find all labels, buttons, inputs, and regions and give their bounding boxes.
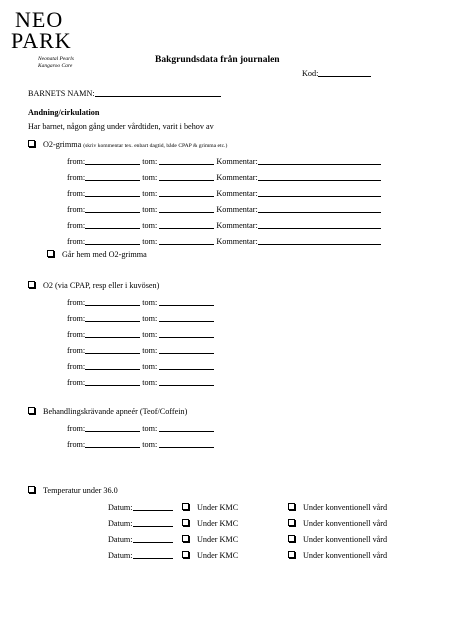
checkbox-icon[interactable] [182, 519, 189, 526]
from-label: from: [67, 205, 86, 214]
tom-line[interactable] [159, 330, 214, 338]
o2-grimma-home-item[interactable] [47, 250, 147, 259]
tom-line[interactable] [159, 298, 214, 306]
kommentar-line[interactable] [258, 205, 381, 213]
tom-label: tom: [142, 237, 158, 246]
tom-line[interactable] [159, 237, 214, 245]
temp-datum-field [108, 519, 173, 528]
o2-grimma-row [67, 205, 381, 214]
tom-label: tom: [142, 424, 158, 433]
tom-line[interactable] [159, 173, 214, 181]
tom-line[interactable] [159, 362, 214, 370]
o2-cpap-row [67, 378, 214, 387]
tom-label: tom: [142, 362, 158, 371]
from-line[interactable] [85, 157, 140, 165]
checkbox-icon[interactable] [28, 486, 35, 493]
o2-grimma-row [67, 157, 381, 166]
kommentar-label: Kommentar: [216, 173, 258, 182]
tom-line[interactable] [159, 378, 214, 386]
page-title: Bakgrundsdata från journalen [155, 55, 280, 65]
tom-label: tom: [142, 173, 158, 182]
from-label: from: [67, 346, 86, 355]
kod-field[interactable] [302, 69, 371, 78]
temp-datum-field [108, 535, 173, 544]
from-line[interactable] [85, 362, 140, 370]
from-line[interactable] [85, 205, 140, 213]
tom-line[interactable] [159, 346, 214, 354]
kmc-label: Under KMC [197, 535, 239, 544]
checkbox-icon[interactable] [182, 535, 189, 542]
kod-label: Kod: [302, 69, 319, 78]
datum-label: Datum: [108, 519, 133, 528]
checkbox-icon[interactable] [182, 551, 189, 558]
temp-konv-option[interactable] [288, 503, 387, 512]
kommentar-line[interactable] [258, 157, 381, 165]
konv-label: Under konventionell vård [303, 551, 388, 560]
checkbox-icon[interactable] [288, 519, 295, 526]
tom-label: tom: [142, 221, 158, 230]
apne-row [67, 424, 214, 433]
tom-label: tom: [142, 314, 158, 323]
child-name-underline [95, 89, 221, 97]
datum-label: Datum: [108, 535, 133, 544]
kmc-label: Under KMC [197, 551, 239, 560]
datum-line[interactable] [133, 519, 173, 527]
temp-kmc-option[interactable] [182, 535, 238, 544]
kommentar-line[interactable] [258, 189, 381, 197]
o2-grimma-note: (skriv kommentar tex. enbart dagtid, både CPAP & grimma etc.) [83, 143, 228, 149]
datum-label: Datum: [108, 551, 133, 560]
checkbox-icon[interactable] [288, 503, 295, 510]
logo-line-1: NEO [15, 7, 64, 32]
tom-line[interactable] [159, 314, 214, 322]
from-line[interactable] [85, 189, 140, 197]
tom-line[interactable] [159, 221, 214, 229]
tom-line[interactable] [159, 157, 214, 165]
checkbox-icon[interactable] [288, 551, 295, 558]
logo-line-2: PARK [11, 28, 72, 53]
tom-line[interactable] [159, 424, 214, 432]
from-label: from: [67, 330, 86, 339]
from-label: from: [67, 362, 86, 371]
temp-kmc-option[interactable] [182, 503, 238, 512]
datum-line[interactable] [133, 503, 173, 511]
tom-label: tom: [142, 298, 158, 307]
o2-cpap-item[interactable] [28, 281, 159, 290]
o2-cpap-label: O2 (via CPAP, resp eller i kuvösen) [43, 281, 160, 290]
kommentar-label: Kommentar: [216, 221, 258, 230]
section-title: Andning/cirkulation [28, 108, 100, 117]
from-line[interactable] [85, 298, 140, 306]
temp-label: Temperatur under 36.0 [43, 486, 118, 495]
from-label: from: [67, 173, 86, 182]
logo-tagline-2: Kangaroo Care [38, 63, 73, 69]
apne-label: Behandlingskrävande apneér (Teof/Coffein) [43, 407, 188, 416]
o2-grimma-row [67, 173, 381, 182]
from-line[interactable] [85, 424, 140, 432]
from-line[interactable] [85, 330, 140, 338]
konv-label: Under konventionell vård [303, 535, 388, 544]
temp-item[interactable] [28, 486, 118, 495]
from-label: from: [67, 237, 86, 246]
from-label: from: [67, 424, 86, 433]
from-label: from: [67, 314, 86, 323]
from-label: from: [67, 378, 86, 387]
child-name-field[interactable] [28, 89, 221, 98]
kommentar-line[interactable] [258, 173, 381, 181]
temp-kmc-option[interactable] [182, 519, 238, 528]
from-line[interactable] [85, 378, 140, 386]
temp-kmc-option[interactable] [182, 551, 238, 560]
o2-cpap-row [67, 314, 214, 323]
o2-grimma-item[interactable] [28, 140, 227, 149]
kommentar-label: Kommentar: [216, 157, 258, 166]
section-intro: Har barnet, någon gång under vårdtiden, varit i behov av [28, 122, 214, 131]
datum-line[interactable] [133, 535, 173, 543]
from-label: from: [67, 189, 86, 198]
logo-tagline-1: Neonatal Pearls [38, 56, 74, 62]
checkbox-icon[interactable] [47, 250, 54, 257]
o2-grimma-row [67, 189, 381, 198]
kommentar-label: Kommentar: [216, 205, 258, 214]
tom-label: tom: [142, 378, 158, 387]
checkbox-icon[interactable] [28, 407, 35, 414]
from-line[interactable] [85, 173, 140, 181]
konv-label: Under konventionell vård [303, 519, 388, 528]
kmc-label: Under KMC [197, 503, 239, 512]
konv-label: Under konventionell vård [303, 503, 388, 512]
checkbox-icon[interactable] [28, 281, 35, 288]
tom-line[interactable] [159, 205, 214, 213]
tom-line[interactable] [159, 440, 214, 448]
temp-datum-field [108, 551, 173, 560]
o2-cpap-row [67, 298, 214, 307]
o2-cpap-row [67, 362, 214, 371]
from-label: from: [67, 221, 86, 230]
from-label: from: [67, 440, 86, 449]
o2-grimma-row [67, 237, 381, 246]
apne-item[interactable] [28, 407, 187, 416]
temp-konv-option[interactable] [288, 551, 387, 560]
checkbox-icon[interactable] [182, 503, 189, 510]
temp-konv-option[interactable] [288, 519, 387, 528]
child-name-label: BARNETS NAMN: [28, 89, 95, 98]
tom-line[interactable] [159, 189, 214, 197]
temp-konv-option[interactable] [288, 535, 387, 544]
o2-grimma-home-label: Går hem med O2-grimma [62, 250, 147, 259]
kommentar-label: Kommentar: [216, 237, 258, 246]
kommentar-line[interactable] [258, 221, 381, 229]
from-label: from: [67, 298, 86, 307]
tom-label: tom: [142, 346, 158, 355]
kommentar-line[interactable] [258, 237, 381, 245]
checkbox-icon[interactable] [28, 140, 35, 147]
apne-row [67, 440, 214, 449]
kommentar-label: Kommentar: [216, 189, 258, 198]
from-line[interactable] [85, 346, 140, 354]
from-line[interactable] [85, 221, 140, 229]
o2-cpap-row [67, 330, 214, 339]
tom-label: tom: [142, 189, 158, 198]
kmc-label: Under KMC [197, 519, 239, 528]
tom-label: tom: [142, 205, 158, 214]
o2-grimma-label: O2-grimma [43, 140, 82, 149]
from-line[interactable] [85, 237, 140, 245]
datum-line[interactable] [133, 551, 173, 559]
tom-label: tom: [142, 330, 158, 339]
datum-label: Datum: [108, 503, 133, 512]
from-line[interactable] [85, 440, 140, 448]
from-line[interactable] [85, 314, 140, 322]
o2-cpap-row [67, 346, 214, 355]
checkbox-icon[interactable] [288, 535, 295, 542]
tom-label: tom: [142, 157, 158, 166]
from-label: from: [67, 157, 86, 166]
kod-underline [318, 69, 371, 77]
tom-label: tom: [142, 440, 158, 449]
temp-datum-field [108, 503, 173, 512]
o2-grimma-row [67, 221, 381, 230]
